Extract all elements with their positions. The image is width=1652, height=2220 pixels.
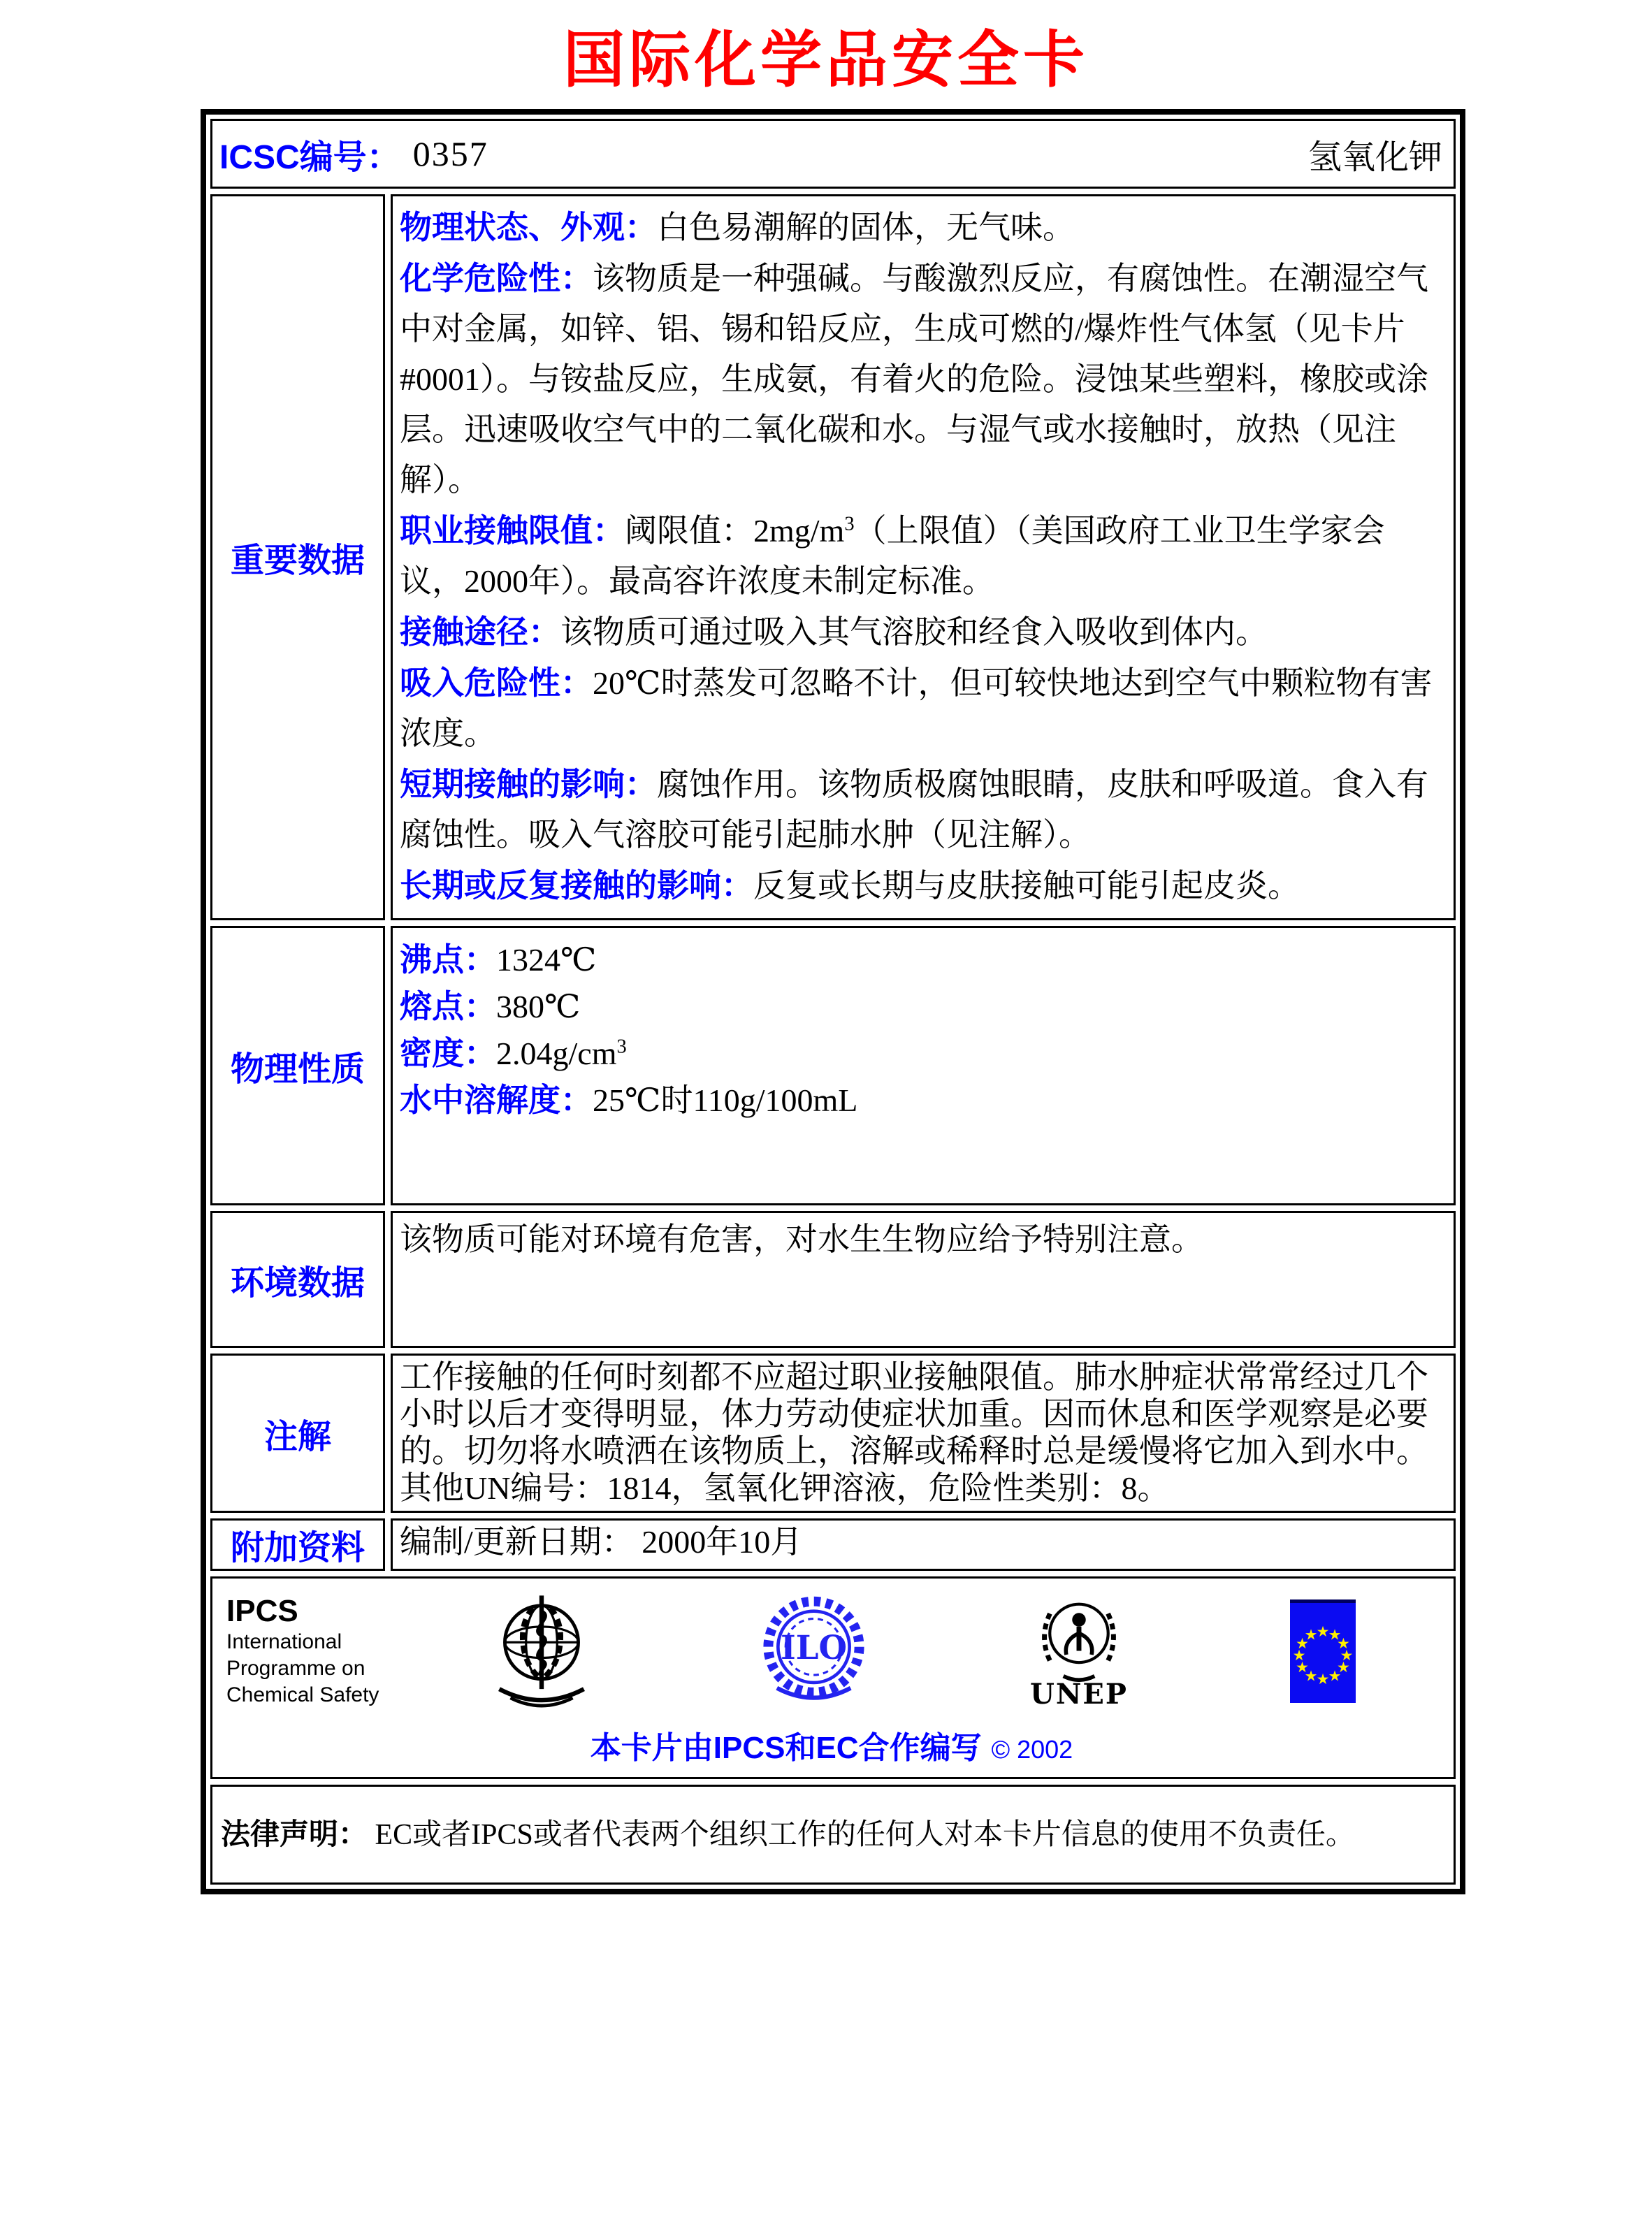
- logos-box: [210, 1576, 1456, 1779]
- section-content-notes: [391, 1354, 1456, 1513]
- paragraph: [400, 1525, 1448, 1560]
- section-content-physical: [391, 926, 1456, 1205]
- icsc-number-value: 0357: [412, 134, 488, 173]
- section-label-important: 重要数据: [210, 194, 385, 920]
- field-text: 工作接触的任何时刻都不应超过职业接触限值。肺水肿症状常常经过几个小时以后才变得明显，体力劳动使症状加重。因而休息和医学观察是必要的。切勿将水喷洒在该物质上，溶解或稀释时总是缓慢将它加入到水中。其他UN编号：1814，氢氧化钾溶液，危险性类别：8。: [400, 1359, 1428, 1506]
- logos-strip: [226, 1591, 1437, 1711]
- field-label: 水中溶解度：: [400, 1082, 593, 1118]
- paragraph: [400, 253, 1448, 505]
- section-row-physical: [210, 926, 1456, 1205]
- section-label-notes: 注解: [210, 1354, 385, 1513]
- field-label: 短期接触的影响：: [400, 766, 657, 802]
- paragraph: [400, 658, 1448, 759]
- logos-row: [210, 1576, 1456, 1779]
- paragraph: [400, 202, 1448, 253]
- section-content-important: [391, 194, 1456, 920]
- ipcs-subtitle-line: Chemical Safety: [226, 1683, 379, 1706]
- legal-label: 法律声明：: [221, 1818, 368, 1850]
- eu-star: ★: [1336, 1635, 1350, 1652]
- ipcs-subtitle-line: Programme on: [226, 1657, 365, 1680]
- field-text: 25℃时110g/100mL: [593, 1082, 858, 1118]
- ipcs-subtitle-line: International: [226, 1630, 342, 1653]
- eu-star: ★: [1316, 1671, 1330, 1688]
- section-row-notes: [210, 1354, 1456, 1513]
- paragraph: [400, 1358, 1448, 1507]
- eu-star: ★: [1296, 1635, 1309, 1652]
- safety-card-table: [201, 109, 1465, 1894]
- who-emblem-icon: [486, 1591, 597, 1711]
- field-text: 阈限值：2mg/m: [625, 513, 845, 549]
- eu-star: ★: [1292, 1647, 1306, 1664]
- header-row: [210, 119, 1456, 189]
- section-label-additional: 附加资料: [210, 1518, 385, 1571]
- field-text: 反复或长期与皮肤接触可能引起皮炎。: [753, 868, 1300, 904]
- page: [0, 11, 1652, 2220]
- paragraph: [400, 1030, 1448, 1077]
- eu-star: ★: [1328, 1667, 1342, 1685]
- legal-text: EC或者IPCS或者代表两个组织工作的任何人对本卡片信息的使用不负责任。: [375, 1819, 1355, 1851]
- legal-row: [210, 1785, 1456, 1885]
- field-label: 吸入危险性：: [400, 665, 593, 701]
- chemical-name: 氢氧化钾: [1307, 138, 1442, 176]
- field-text: 2.04g/cm: [496, 1036, 617, 1071]
- card-caption: [226, 1722, 1437, 1767]
- ipcs-title: IPCS: [226, 1594, 298, 1628]
- field-label: 熔点：: [400, 988, 496, 1024]
- section-content-additional: [391, 1518, 1456, 1571]
- section-row-important: [210, 194, 1456, 920]
- eu-star: ★: [1328, 1626, 1342, 1644]
- eu-star: ★: [1296, 1659, 1309, 1676]
- paragraph: [400, 759, 1448, 860]
- paragraph: [400, 1077, 1448, 1124]
- eu-star: ★: [1304, 1667, 1318, 1685]
- icsc-number-label: ICSC编号：: [219, 138, 400, 176]
- unep-emblem-icon: [1030, 1593, 1128, 1711]
- page-title: 国际化学品安全卡: [563, 23, 1089, 96]
- icsc-number-group: [219, 130, 488, 178]
- copyright-text: © 2002: [991, 1735, 1073, 1764]
- org-logos: [405, 1591, 1437, 1711]
- paragraph: [400, 1219, 1448, 1261]
- field-label: 长期或反复接触的影响：: [400, 867, 753, 904]
- eu-star: ★: [1340, 1647, 1354, 1664]
- section-label-environment: 环境数据: [210, 1211, 385, 1348]
- field-label: 化学危险性：: [400, 260, 593, 296]
- paragraph: [400, 607, 1448, 658]
- section-content-environment: [391, 1211, 1456, 1348]
- field-text: 编制/更新日期： 2000年10月: [400, 1524, 803, 1560]
- field-text: 该物质可通过吸入其气溶胶和经食入吸收到体内。: [560, 614, 1268, 650]
- field-text: 该物质是一种强碱。与酸激烈反应，有腐蚀性。在潮湿空气中对金属，如锌、铝、锡和铅反应，生成可燃的/爆炸性气体氢（见卡片#0001）。与铵盐反应，生成氨，有着火的危险。浸蚀某些塑料，橡胶或涂层。迅速吸收空气中的二氧化碳和水。与湿气或水接触时，放热（见注解）。: [400, 261, 1428, 498]
- section-label-physical: 物理性质: [210, 926, 385, 1205]
- field-text: 380℃: [496, 989, 581, 1024]
- eu-star: ★: [1316, 1623, 1330, 1640]
- field-text: （上限值）（美国政府工业卫生学家会议，2000年）。最高容许浓度未制定标准。: [400, 513, 1385, 599]
- field-text: 该物质可能对环境有危害，对水生生物应给予特别注意。: [400, 1221, 1203, 1257]
- field-label: 职业接触限值：: [400, 512, 625, 549]
- eu-star: ★: [1304, 1626, 1318, 1644]
- header-box: [210, 119, 1456, 189]
- field-label: 密度：: [400, 1035, 496, 1071]
- field-text: 3: [616, 1036, 627, 1058]
- field-label: 物理状态、外观：: [400, 209, 657, 245]
- paragraph: [400, 505, 1448, 607]
- field-text: 1324℃: [496, 942, 597, 978]
- ilo-emblem-icon: [760, 1593, 868, 1710]
- field-label: 沸点：: [400, 941, 496, 978]
- field-text: 3: [844, 513, 855, 535]
- ipcs-text-block: [226, 1594, 405, 1708]
- eu-star: ★: [1336, 1659, 1350, 1676]
- paragraph: [400, 983, 1448, 1030]
- paragraph: [400, 936, 1448, 983]
- field-label: 接触途径：: [400, 614, 560, 650]
- eu-flag-icon: [1290, 1599, 1356, 1703]
- section-row-additional: [210, 1518, 1456, 1571]
- section-row-environment: [210, 1211, 1456, 1348]
- legal-box: [210, 1785, 1456, 1885]
- field-text: 20℃时蒸发可忽略不计，但可较快地达到空气中颗粒物有害浓度。: [400, 665, 1433, 751]
- caption-text: 本卡片由IPCS和EC合作编写: [590, 1731, 982, 1765]
- field-text: 白色易潮解的固体，无气味。: [657, 210, 1075, 245]
- paragraph: [400, 860, 1448, 911]
- ilo-letters: ILO: [780, 1627, 847, 1667]
- field-text: 腐蚀作用。该物质极腐蚀眼睛，皮肤和呼吸道。食入有腐蚀性。吸入气溶胶可能引起肺水肿（见注解）。: [400, 767, 1428, 853]
- unep-wordmark: UNEP: [1029, 1677, 1128, 1711]
